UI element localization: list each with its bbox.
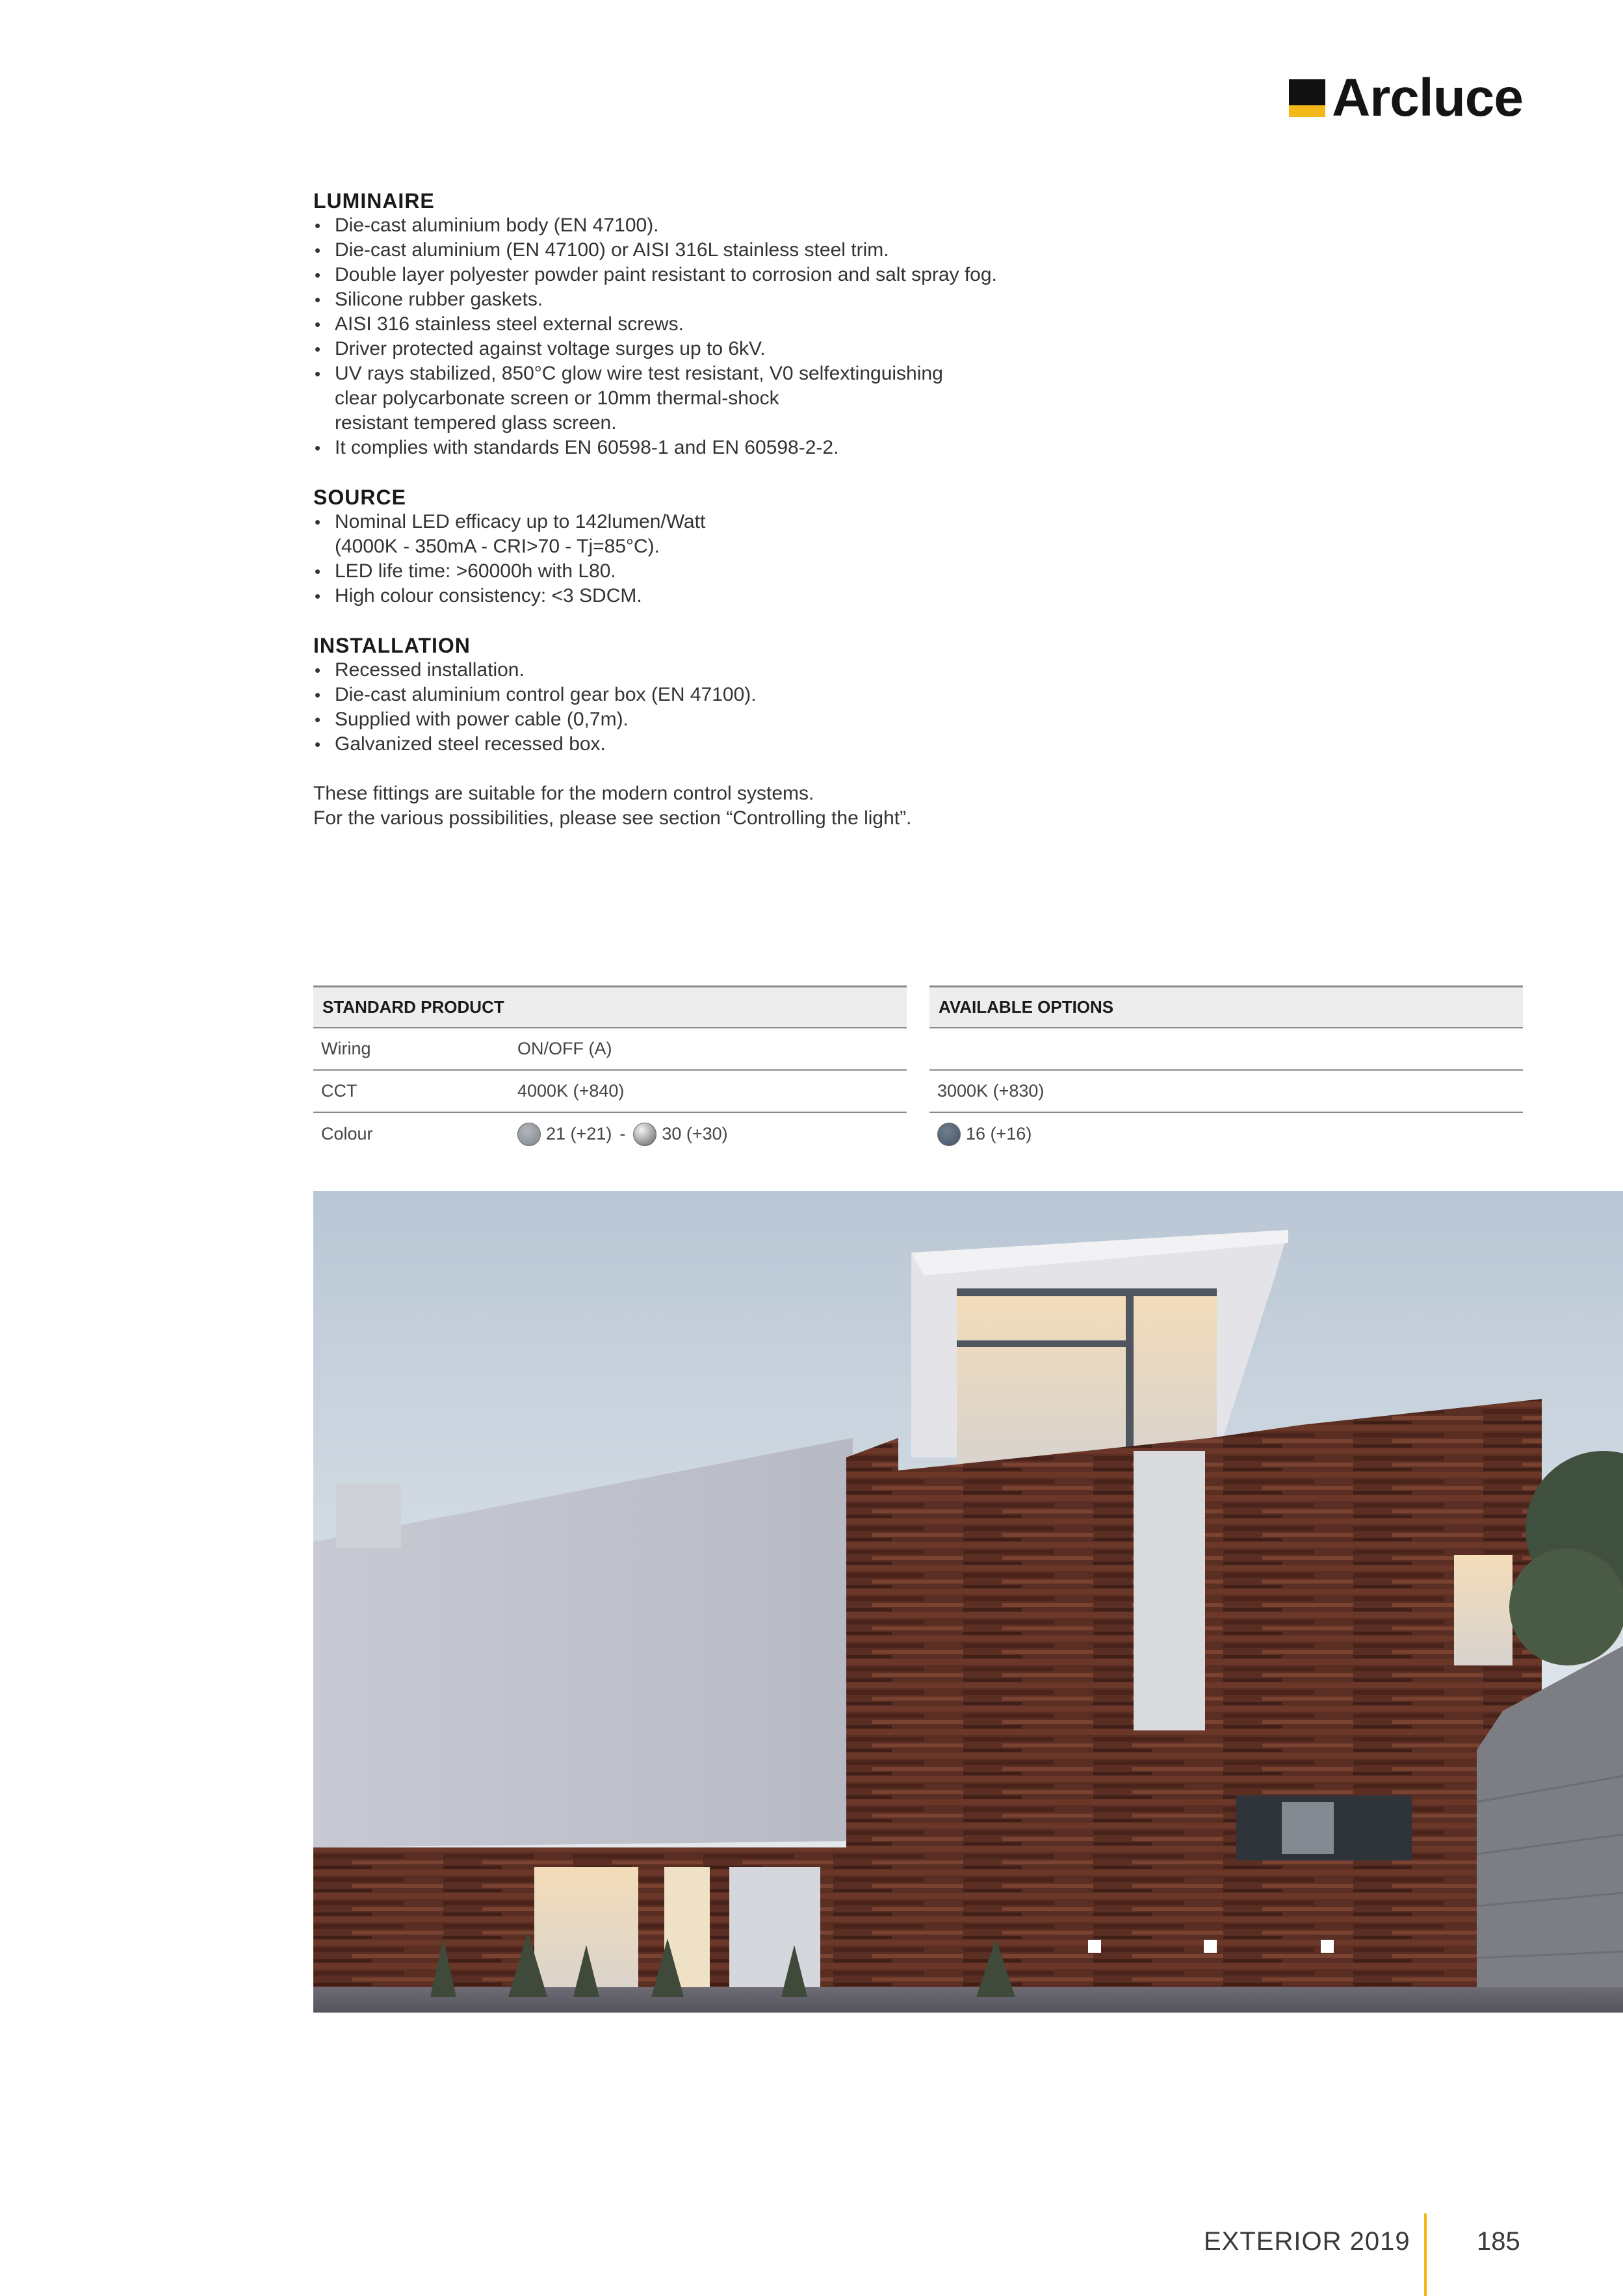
footer-divider <box>1424 2213 1427 2296</box>
list-item: • Galvanized steel recessed box. <box>313 732 1158 757</box>
table-row <box>313 1113 907 1155</box>
logo-mark-icon <box>1289 79 1325 117</box>
control-note <box>313 781 1158 831</box>
list-item: • AISI 316 stainless steel external screws. <box>313 312 1158 337</box>
available-options-table <box>929 985 1523 1155</box>
list-item: • LED life time: >60000h with L80. <box>313 559 1158 584</box>
colour-code: 21 (+21) <box>546 1124 612 1143</box>
note-line: These fittings are suitable for the modern control systems. <box>313 783 814 804</box>
list-item: • Die-cast aluminium control gear box (EN 47100). <box>313 683 1158 707</box>
page-number: 185 <box>1477 2227 1520 2256</box>
table-row <box>929 1028 1523 1071</box>
table-header: STANDARD PRODUCT <box>313 985 907 1028</box>
list-item: • Supplied with power cable (0,7m). <box>313 707 1158 732</box>
section-title-source: SOURCE <box>313 486 406 509</box>
section-title-luminaire: LUMINAIRE <box>313 189 435 213</box>
list-item: • Double layer polyester powder paint resistant to corrosion and salt spray fog. <box>313 263 1158 287</box>
list-item: • Silicone rubber gaskets. <box>313 287 1158 312</box>
row-label: Wiring <box>321 1039 371 1058</box>
standard-product-table <box>313 985 907 1155</box>
table-row <box>929 1113 1523 1155</box>
architecture-photo <box>313 1191 1623 2013</box>
source-list <box>313 510 1158 608</box>
list-item: • Die-cast aluminium body (EN 47100). <box>313 213 1158 238</box>
note-line: For the various possibilities, please see section “Controlling the light”. <box>313 807 912 829</box>
row-label: Colour <box>321 1124 373 1143</box>
brand-logo <box>1289 68 1523 127</box>
spec-sheet <box>313 189 1158 831</box>
row-value: 4000K (+840) <box>517 1081 625 1101</box>
list-item: • High colour consistency: <3 SDCM. <box>313 584 1158 608</box>
table-row <box>313 1071 907 1113</box>
table-header: AVAILABLE OPTIONS <box>929 985 1523 1028</box>
list-item: • Recessed installation. <box>313 658 1158 683</box>
colour-values <box>929 1123 1032 1146</box>
colour-code: 16 (+16) <box>966 1124 1032 1143</box>
logo-wordmark: Arcluce <box>1332 68 1523 127</box>
separator: - <box>619 1124 626 1143</box>
row-value: ON/OFF (A) <box>517 1039 612 1058</box>
colour-swatch-30-icon <box>633 1123 656 1146</box>
luminaire-list <box>313 213 1158 460</box>
footer-catalogue-title: EXTERIOR 2019 <box>1204 2227 1410 2256</box>
section-title-installation: INSTALLATION <box>313 634 471 657</box>
row-label: CCT <box>321 1081 357 1101</box>
table-row <box>929 1071 1523 1113</box>
colour-values <box>510 1123 728 1146</box>
installation-list <box>313 658 1158 757</box>
list-item: • Driver protected against voltage surges up to 6kV. <box>313 337 1158 361</box>
table-row <box>313 1028 907 1071</box>
list-item: • Die-cast aluminium (EN 47100) or AISI 316L stainless steel trim. <box>313 238 1158 263</box>
colour-code: 30 (+30) <box>662 1124 728 1143</box>
list-item: • UV rays stabilized, 850°C glow wire test resistant, V0 selfextinguishing clear polycarbonate screen or 10mm thermal-shock resistant tempered glass screen. <box>313 361 1158 436</box>
colour-swatch-16-icon <box>937 1123 961 1146</box>
list-item: • It complies with standards EN 60598-1 and EN 60598-2-2. <box>313 436 1158 460</box>
list-item: • Nominal LED efficacy up to 142lumen/Watt (4000K - 350mA - CRI>70 - Tj=85°C). <box>313 510 1158 559</box>
row-value: 3000K (+830) <box>937 1081 1045 1101</box>
colour-swatch-21-icon <box>517 1123 541 1146</box>
